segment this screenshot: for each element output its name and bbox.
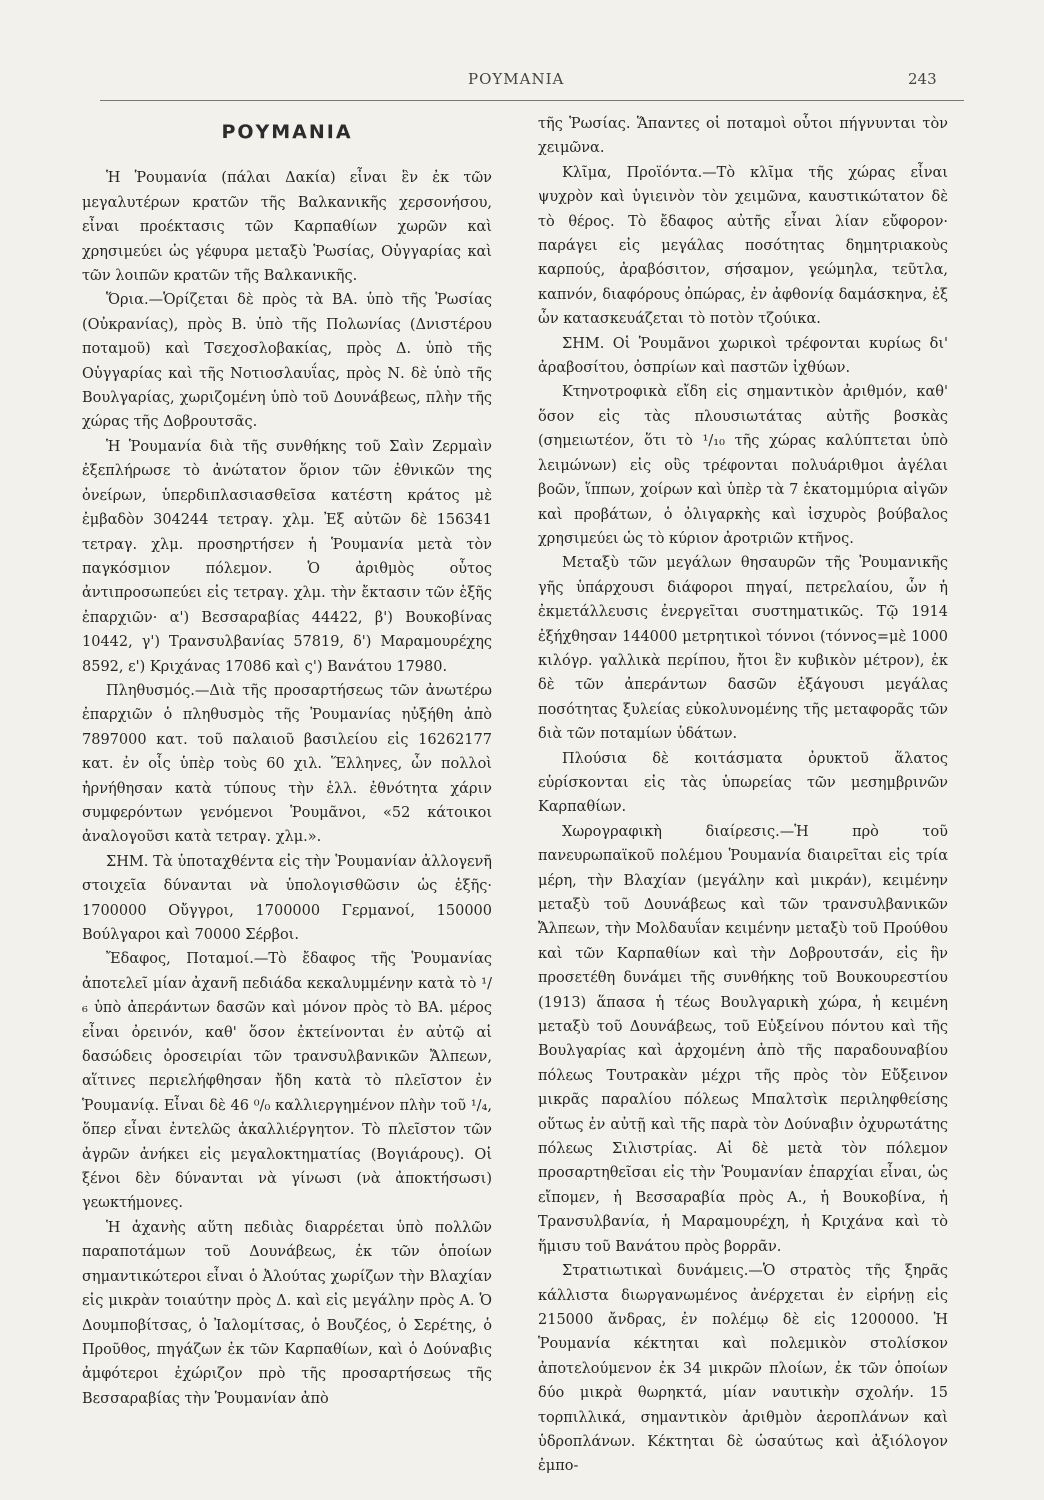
right-column	[538, 112, 948, 1479]
paragraph-borders: Ὅρια.—Ὁρίζεται δὲ πρὸς τὰ ΒΑ. ὑπὸ τῆς Ῥωσίας (Οὐκρανίας), πρὸς Β. ὑπὸ τῆς Πολωνίας (Δνιστέρου ποταμοῦ) καὶ Τσεχοσλοβακίας, πρὸς Δ. ὑπὸ τῆς Οὑγγαρίας καὶ τῆς Νοτιοσλαυΐας, πρὸς Ν. δὲ ὑπὸ τῆς Βουλγαρίας, χωριζομένη ὑπὸ τοῦ Δουνάβεως, πλὴν τῆς χώρας τῆς Δοβρουτσᾶς.	[82, 292, 492, 431]
section-title: ΡΟΥΜΑΝΙΑ	[221, 121, 353, 143]
paragraph-soil-rivers: Ἔδαφος, Ποταμοί.—Τὸ ἔδαφος τῆς Ῥουμανίας ἀποτελεῖ μίαν ἀχανῆ πεδιάδα κεκαλυμμένην κατὰ τὸ ¹/₆ ὑπὸ ἀπεράντων δασῶν καὶ μόνον πρὸς τὸ ΒΑ. μέρος εἶναι ὀρεινόν, καθ' ὅσον ἐκτείνονται ἐν αὐτῷ αἱ δασώδεις ὀροσειρίαι τῶν τρανσυλβανικῶν Ἄλπεων, αἵτινες περιελήφθησαν ἤδη κατὰ τὸ πλεῖστον ἐν Ῥουμανίᾳ. Εἶναι δὲ 46 ⁰/₀ καλλιεργημένον πλὴν τοῦ ¹/₄, ὅπερ εἶναι ἐντελῶς ἀκαλλιέργητον. Τὸ πλεῖστον τῶν ἀγρῶν ἀνήκει εἰς μεγαλοκτηματίας (Βογιάρους). Οἱ ξένοι δὲν δύνανται νὰ γίνωσι (νὰ ἀποκτήσωσι) γεωκτήμονες.	[82, 951, 492, 1212]
paragraph-oil: Μεταξὺ τῶν μεγάλων θησαυρῶν τῆς Ῥουμανικῆς γῆς ὑπάρχουσι διάφοροι πηγαί, πετρελαίου, ὧν ἡ ἐκμετάλλευσις ἐνεργεῖται συστηματικῶς. Τῷ 1914 ἐξήχθησαν 144000 μετρητικοὶ τόννοι (τόννος=μὲ 1000 κιλόγρ. γαλλικὰ περίπου, ἤτοι ἓν κυβικὸν μέτρον), ἐκ δὲ τῶν ἀπεράντων δασῶν ἐξάγουσι μεγάλας ποσότητας ξυλείας εὐκολυνομένης τῆς μεταφορᾶς τῶν διὰ τῶν ποταμίων ὑδάτων.	[538, 555, 948, 743]
header-rule	[100, 100, 964, 101]
paragraph-climate: Κλῖμα, Προϊόντα.—Τὸ κλῖμα τῆς χώρας εἶναι ψυχρὸν καὶ ὑγιεινὸν τὸν χειμῶνα, καυστικώτατον δὲ τὸ θέρος. Τὸ ἔδαφος αὐτῆς εἶναι λίαν εὔφορον· παράγει εἰς μεγάλας ποσότητας δημητριακοὺς καρπούς, ἀραβόσιτον, σήσαμον, γεώμηλα, τεῦτλα, καπνόν, διαφόρους ὀπώρας, ἐν ἀφθονίᾳ δαμάσκηνα, ἐξ ὧν κατασκευάζεται τὸ ποτὸν τζούικα.	[538, 164, 948, 328]
paragraph-divisions: Χωρογραφικὴ διαίρεσις.—Ἡ πρὸ τοῦ πανευρωπαϊκοῦ πολέμου Ῥουμανία διαιρεῖται εἰς τρία μέρη, τὴν Βλαχίαν (μεγάλην καὶ μικράν), κειμένην μεταξὺ τοῦ Δουνάβεως καὶ τῶν τρανσυλβανικῶν Ἄλπεων, τὴν Μολδαυΐαν κειμένην μεταξὺ τοῦ Προύθου καὶ τῶν Καρπαθίων καὶ τὴν Δοβρουτσάν, εἰς ἣν προσετέθη δυνάμει τῆς συνθήκης τοῦ Βουκουρεστίου (1913) ἅπασα ἡ τέως Βουλγαρικὴ χώρα, ἡ κειμένη μεταξὺ τοῦ Δουνάβεως, τοῦ Εὐξείνου πόντου καὶ τῆς Βουλγαρίας καὶ ἀρχομένη ἀπὸ τῆς παραδουναβίου πόλεως Τουτρακὰν μέχρι τῆς πρὸς τὸν Εὔξεινον μικρᾶς παραλίου πόλεως Μπαλτσὶκ περιληφθείσης οὕτως ἐν αὐτῇ καὶ τῆς παρὰ τὸν Δούναβιν ὀχυρωτάτης πόλεως Σιλιστρίας. Αἱ δὲ μετὰ τὸν πόλεμον προσαρτηθεῖσαι εἰς τὴν Ῥουμανίαν ἐπαρχίαι εἶναι, ὡς εἴπομεν, ἡ Βεσσαραβία πρὸς Α., ἡ Βουκοβίνα, ἡ Τρανσυλβανία, ἡ Μαραμουρέχη, ἡ Κριχάνα καὶ τὸ ἥμισυ τοῦ Βανάτου πρὸς βορρᾶν.	[538, 823, 948, 1255]
paragraph-salt: Πλούσια δὲ κοιτάσματα ὀρυκτοῦ ἅλατος εὑρίσκονται εἰς τὰς ὑπωρείας τῶν μεσημβρινῶν Καρπαθίων.	[538, 750, 948, 816]
left-column	[82, 120, 492, 1411]
page-number: 243	[908, 70, 937, 88]
paragraph-livestock: Κτηνοτροφικὰ εἴδη εἰς σημαντικὸν ἀριθμόν, καθ' ὅσον εἰς τὰς πλουσιωτάτας αὐτῆς βοσκὰς (σημειωτέον, ὅτι τὸ ¹/₁₀ τῆς χώρας καλύπτεται ὑπὸ λειμώνων) εἰς οὓς τρέφονται πολυάριθμοι ἀγέλαι βοῶν, ἵππων, χοίρων καὶ ὑπὲρ τὰ 7 ἑκατομμύρια αἰγῶν καὶ προβάτων, ὁ ὀλιγαρκὴς καὶ ἰσχυρὸς βούβαλος χρησιμεύει ὡς τὸ κύριον ἀροτριῶν κτῆνος.	[538, 384, 948, 547]
paragraph-plain: Ἡ ἀχανὴς αὕτη πεδιὰς διαρρέεται ὑπὸ πολλῶν παραποτάμων τοῦ Δουνάβεως, ἐκ τῶν ὁποίων σημαντικώτεροι εἶναι ὁ Ἀλούτας χωρίζων τὴν Βλαχίαν εἰς μικρὰν τοιαύτην πρὸς Δ. καὶ εἰς μεγάλην πρὸς Α. Ὁ Δουμποβίτσας, ὁ Ἰαλομίτσας, ὁ Βουζέος, ὁ Σερέτης, ὁ Προῦθος, πηγάζων ἐκ τῶν Καρπαθίων, καὶ ὁ Δούναβις ἀμφότεροι ἐχώριζον πρὸ τῆς προσαρτήσεως τῆς Βεσσαραβίας τὴν Ῥουμανίαν ἀπὸ	[82, 1219, 492, 1407]
paragraph-area: Ἡ Ῥουμανία διὰ τῆς συνθήκης τοῦ Σαὶν Ζερμαὶν ἐξεπλήρωσε τὸ ἀνώτατον ὅριον τῶν ἐθνικῶν της ὀνείρων, ὑπερδιπλασιασθεῖσα κατέστη κράτος μὲ ἐμβαδὸν 304244 τετραγ. χλμ. Ἐξ αὐτῶν δὲ 156341 τετραγ. χλμ. προσηρτήσεν ἡ Ῥουμανία μετὰ τὸν παγκόσμιον πόλεμον. Ὁ ἀριθμὸς οὗτος ἀντιπροσωπεύει εἰς τετραγ. χλμ. τὴν ἔκτασιν τῶν ἑξῆς ἐπαρχιῶν· α') Βεσσαραβίας 44422, β') Βουκοβίνας 10442, γ') Τρανσυλβανίας 57819, δ') Μαραμουρέχης 8592, ε') Κριχάνας 17086 καὶ ς') Βανάτου 17980.	[82, 438, 492, 675]
paragraph-note-minorities: ΣΗΜ. Τὰ ὑποταχθέντα εἰς τὴν Ῥουμανίαν ἀλλογενῆ στοιχεῖα δύνανται νὰ ὑπολογισθῶσιν ὡς ἑξῆς· 1700000 Οὔγγροι, 1700000 Γερμανοί, 150000 Βούλγαροι καὶ 70000 Σέρβοι.	[82, 853, 492, 943]
paragraph-military: Στρατιωτικαὶ δυνάμεις.—Ὁ στρατὸς τῆς ξηρᾶς κάλλιστα διωργανωμένος ἀνέρχεται ἐν εἰρήνῃ εἰς 215000 ἄνδρας, ἐν πολέμῳ δὲ εἰς 1200000. Ἡ Ῥουμανία κέκτηται καὶ πολεμικὸν στολίσκον ἀποτελούμενον ἐκ 34 μικρῶν πλοίων, ἐκ τῶν ὁποίων δύο μικρὰ θωρηκτά, μίαν ναυτικὴν σχολήν. 15 τορπιλλικά, σημαντικὸν ἀριθμὸν ἀεροπλάνων καὶ ὑδροπλάνων. Κέκτηται δὲ ὡσαύτως καὶ ἀξιόλογον ἐμπο-	[538, 1263, 948, 1475]
paragraph-intro: Ἡ Ῥουμανία (πάλαι Δακία) εἶναι ἓν ἐκ τῶν μεγαλυτέρων κρατῶν τῆς Βαλκανικῆς χερσονήσου, εἶναι προέκτασις τῶν Καρπαθίων χωρῶν καὶ χρησιμεύει ὡς γέφυρα μεταξὺ Ῥωσίας, Οὑγγαρίας καὶ τῶν λοιπῶν κρατῶν τῆς Βαλκανικῆς.	[82, 170, 492, 285]
paragraph-note-peasants: ΣΗΜ. Οἱ Ῥουμᾶνοι χωρικοὶ τρέφονται κυρίως δι' ἀραβοσίτου, ὀσπρίων καὶ παστῶν ἰχθύων.	[538, 335, 948, 377]
paragraph-continuation: τῆς Ῥωσίας. Ἅπαντες οἱ ποταμοὶ οὗτοι πήγνυνται τὸν χειμῶνα.	[538, 116, 948, 157]
running-title: ΡΟΥΜΑΝΙΑ	[468, 70, 565, 88]
paragraph-population: Πληθυσμός.—Διὰ τῆς προσαρτήσεως τῶν ἀνωτέρω ἐπαρχιῶν ὁ πληθυσμὸς τῆς Ῥουμανίας ηὐξήθη ἀπὸ 7897000 κατ. τοῦ παλαιοῦ βασιλείου εἰς 16262177 κατ. ἐν οἷς ὑπὲρ τοὺς 60 χιλ. Ἕλληνες, ὧν πολλοὶ ἠρνήθησαν κατὰ τύπους τὴν ἑλλ. ἐθνότητα χάριν συμφερόντων γενόμενοι Ῥουμᾶνοι, «52 κάτοικοι ἀναλογοῦσι κατὰ τετραγ. χλμ.».	[82, 682, 492, 846]
